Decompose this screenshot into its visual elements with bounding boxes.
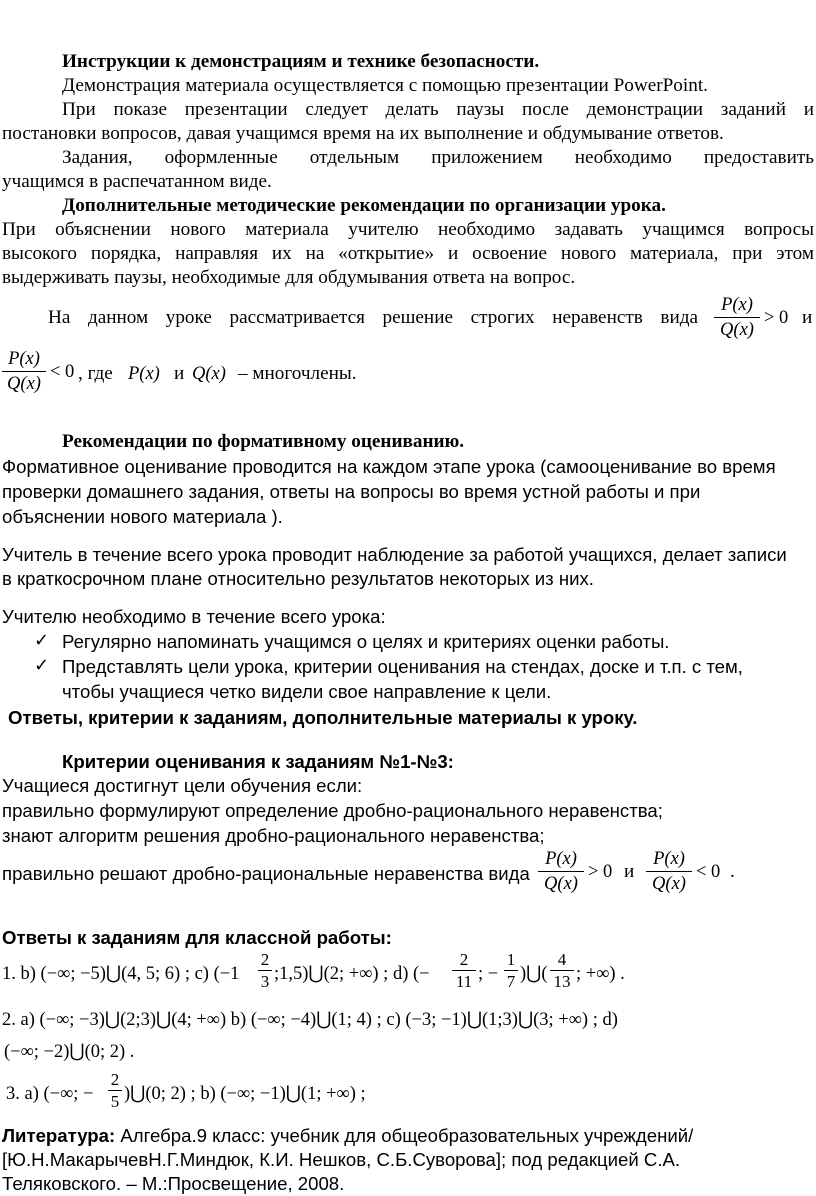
bullet-item-2-line-2: чтобы учащиеся четко видели свое направление к цели. [62,681,552,702]
safety-paragraph-2-line-1: При показе презентации следует делать паузы после демонстрации заданий и [62,99,814,120]
fraction-4-13: 4 13 [550,950,574,991]
fraction-p-over-q-3: P(x) Q(x) [538,848,584,895]
checkmark-icon: ✓ [34,655,50,676]
fraction-1-7: 1 7 [504,950,518,991]
formative-line-3: объяснении нового материала ). [2,506,283,527]
literature-line-2: [Ю.Н.МакарычевН.Г.Миндюк, К.И. Нешков, С.Б.Суворова]; под редакцией С.А. [2,1149,681,1170]
answer-1-part-d: )⋃( [520,964,548,984]
safety-paragraph-2-line-2: постановки вопросов, давая учащимся время на их выполнение и обдумывание ответов. [2,123,724,144]
literature-label: Литература: [2,1125,116,1146]
formative-line-4: Учитель в течение всего урока проводит наблюдение за работой учащихся, делает записи [2,544,787,565]
formative-title: Рекомендации по формативному оцениванию. [62,431,465,452]
criteria-line-3: знают алгоритм решения дробно-рационального неравенства; [2,825,545,846]
answer-3-part-b: )⋃(0; 2) ; b) (−∞; −1)⋃(1; +∞) ; [124,1084,366,1104]
literature-line-1 [2,1124,693,1148]
safety-paragraph-3-line-1: Задания, оформленные отдельным приложением необходимо предоставить [62,147,814,168]
answer-1-part-c: ; − [478,964,499,984]
criteria-line-1: Учащиеся достигнут цели обучения если: [2,775,363,796]
method-line-2: высокого порядка, направляя их на «открытие» и освоение нового материала, при этом [2,243,814,264]
answer-1-part-e: ; +∞) . [576,964,625,984]
method-line-3: выдерживать паузы, необходимые для обдумывания ответа на вопрос. [2,267,576,288]
formative-line-2: проверки домашнего задания, ответы на вопросы во время устной работы и при [2,481,701,502]
answer-3-part-a: 3. a) (−∞; − [6,1084,94,1104]
criteria-and: и [624,861,635,882]
inequality-and-2: и [174,363,185,384]
classwork-title: Ответы к заданиям для классной работы: [2,927,392,948]
criteria-line-4: правильно решают дробно-рациональные неравенства вида [2,863,530,884]
checkmark-icon: ✓ [34,630,50,651]
answer-2-line-1: 2. a) (−∞; −3)⋃(2;3)⋃(4; +∞) b) (−∞; −4)⋃(1; 4) ; c) (−3; −1)⋃(1;3)⋃(3; +∞) ; d) [2,1010,618,1030]
greater-than-zero-2: > 0 [588,862,613,882]
inequality-intro: На данном уроке рассматривается решение строгих неравенств вида [48,307,698,328]
fraction-p-over-q-4: P(x) Q(x) [646,848,692,895]
inequality-where: , где [78,363,113,384]
formative-line-6: Учителю необходимо в течение всего урока: [2,606,386,627]
criteria-line-2: правильно формулируют определение дробно-рационального неравенства; [2,800,663,821]
polynomial-p: P(x) [128,364,160,384]
greater-than-zero-1: > 0 [764,308,789,328]
answers-title: Ответы, критерии к заданиям, дополнительные материалы к уроку. [8,707,638,728]
bullet-item-1: Регулярно напоминать учащимся о целях и критериях оценки работы. [62,631,670,652]
polynomials-text: – многочлены. [238,363,357,384]
less-than-zero-2: < 0 [696,862,721,882]
fraction-p-over-q-1: P(x) Q(x) [714,294,760,341]
method-title: Дополнительные методические рекомендации по организации урока. [62,195,666,216]
safety-paragraph-3-line-2: учащимся в распечатанном виде. [2,171,272,192]
fraction-2-3: 2 3 [258,950,272,991]
answer-2-line-2: (−∞; −2)⋃(0; 2) . [4,1042,135,1062]
fraction-2-5: 2 5 [108,1070,122,1111]
inequality-and: и [802,307,813,328]
literature-line-3: Теляковского. – М.:Просвещение, 2008. [2,1173,345,1194]
criteria-dot: . [730,861,735,882]
bullet-item-2-line-1: Представлять цели урока, критерии оценивания на стендах, доске и т.п. с тем, [62,656,743,677]
safety-paragraph-1: Демонстрация материала осуществляется с помощью презентации PowerPoint. [62,75,708,96]
formative-line-5: в краткосрочном плане относительно результатов некоторых из них. [2,568,594,589]
polynomial-q: Q(x) [192,364,226,384]
fraction-p-over-q-2: P(x) Q(x) [2,348,46,395]
fraction-2-11: 2 11 [452,950,476,991]
literature-text-1: Алгебра.9 класс: учебник для общеобразовательных учреждений/ [115,1125,694,1146]
answer-1-part-a: 1. b) (−∞; −5)⋃(4, 5; 6) ; c) (−1 [2,964,240,984]
answer-1-part-b: ;1,5)⋃(2; +∞) ; d) (− [274,964,430,984]
method-line-1: При объяснении нового материала учителю необходимо задавать учащимся вопросы [2,219,814,240]
safety-title: Инструкции к демонстрациям и технике безопасности. [62,51,540,72]
less-than-zero-1: < 0 [50,362,75,382]
criteria-title: Критерии оценивания к заданиям №1-№3: [62,751,454,772]
formative-line-1: Формативное оценивание проводится на каждом этапе урока (самооценивание во время [2,456,776,477]
